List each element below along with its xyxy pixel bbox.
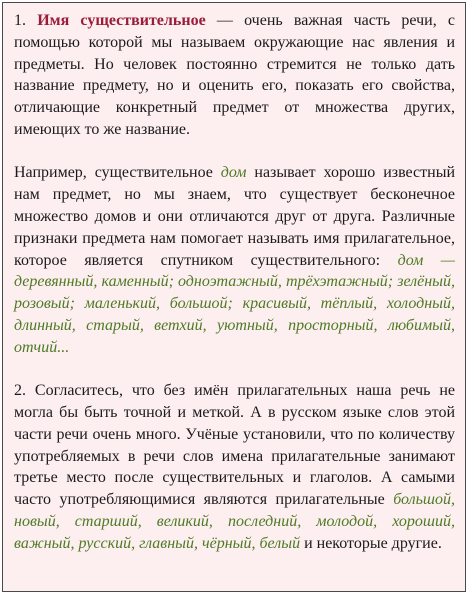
text-card xyxy=(2,2,466,592)
paragraph-1 xyxy=(14,10,455,141)
example-adjectives-list: дом — деревянный, каменный; одноэтажный, трёхэтажный; зелёный, розовый; маленький, большой; красивый, тёплый, холодный, длинный, старый, ветхий, уютный, просторный, любимый, отчий... xyxy=(14,251,455,356)
paragraph-2-text-a: Например, существительное xyxy=(14,164,221,182)
paragraph-2 xyxy=(14,162,455,358)
paragraph-spacer xyxy=(14,141,455,163)
paragraph-number: 1. xyxy=(14,12,26,29)
paragraph-spacer xyxy=(14,359,455,381)
example-common-adjectives: большой, новый, старший, великий, последний, молодой, хороший, важный, русский, главный, чёрный, белый xyxy=(14,491,455,552)
term-noun: Имя существительное xyxy=(37,12,206,29)
example-word-dom: дом xyxy=(220,164,247,182)
paragraph-1-text: — очень важная часть речи, с помощью которой мы называем окружающие нас явления и предметы. Но человек постоянно стремится не только дать название предмету, но и оценить его, показать его свойства, отличающие конкретный предмет от множества других, имеющих то же название. xyxy=(14,12,456,138)
paragraph-3 xyxy=(14,380,455,554)
paragraph-2-text-b: называет хорошо известный нам предмет, но мы знаем, что существует бесконечное множество домов и они отличаются друг от друга. Различные признаки предмета нам помогает называть имя прилагательное, которое является спутником существительного: xyxy=(14,164,456,269)
paragraph-3-text-a: 2. Согласитесь, что без имён прилагательных наша речь не могла бы быть точной и меткой. А в русском языке слов этой части речи очень много. Учёные установили, что по количеству употребляемых в речи слов имена прилагательные занимают третье место после существительных и глаголов. А самыми часто употребляющимися являются прилагательные xyxy=(14,382,455,509)
paragraph-3-text-b: и некоторые другие. xyxy=(300,534,442,552)
